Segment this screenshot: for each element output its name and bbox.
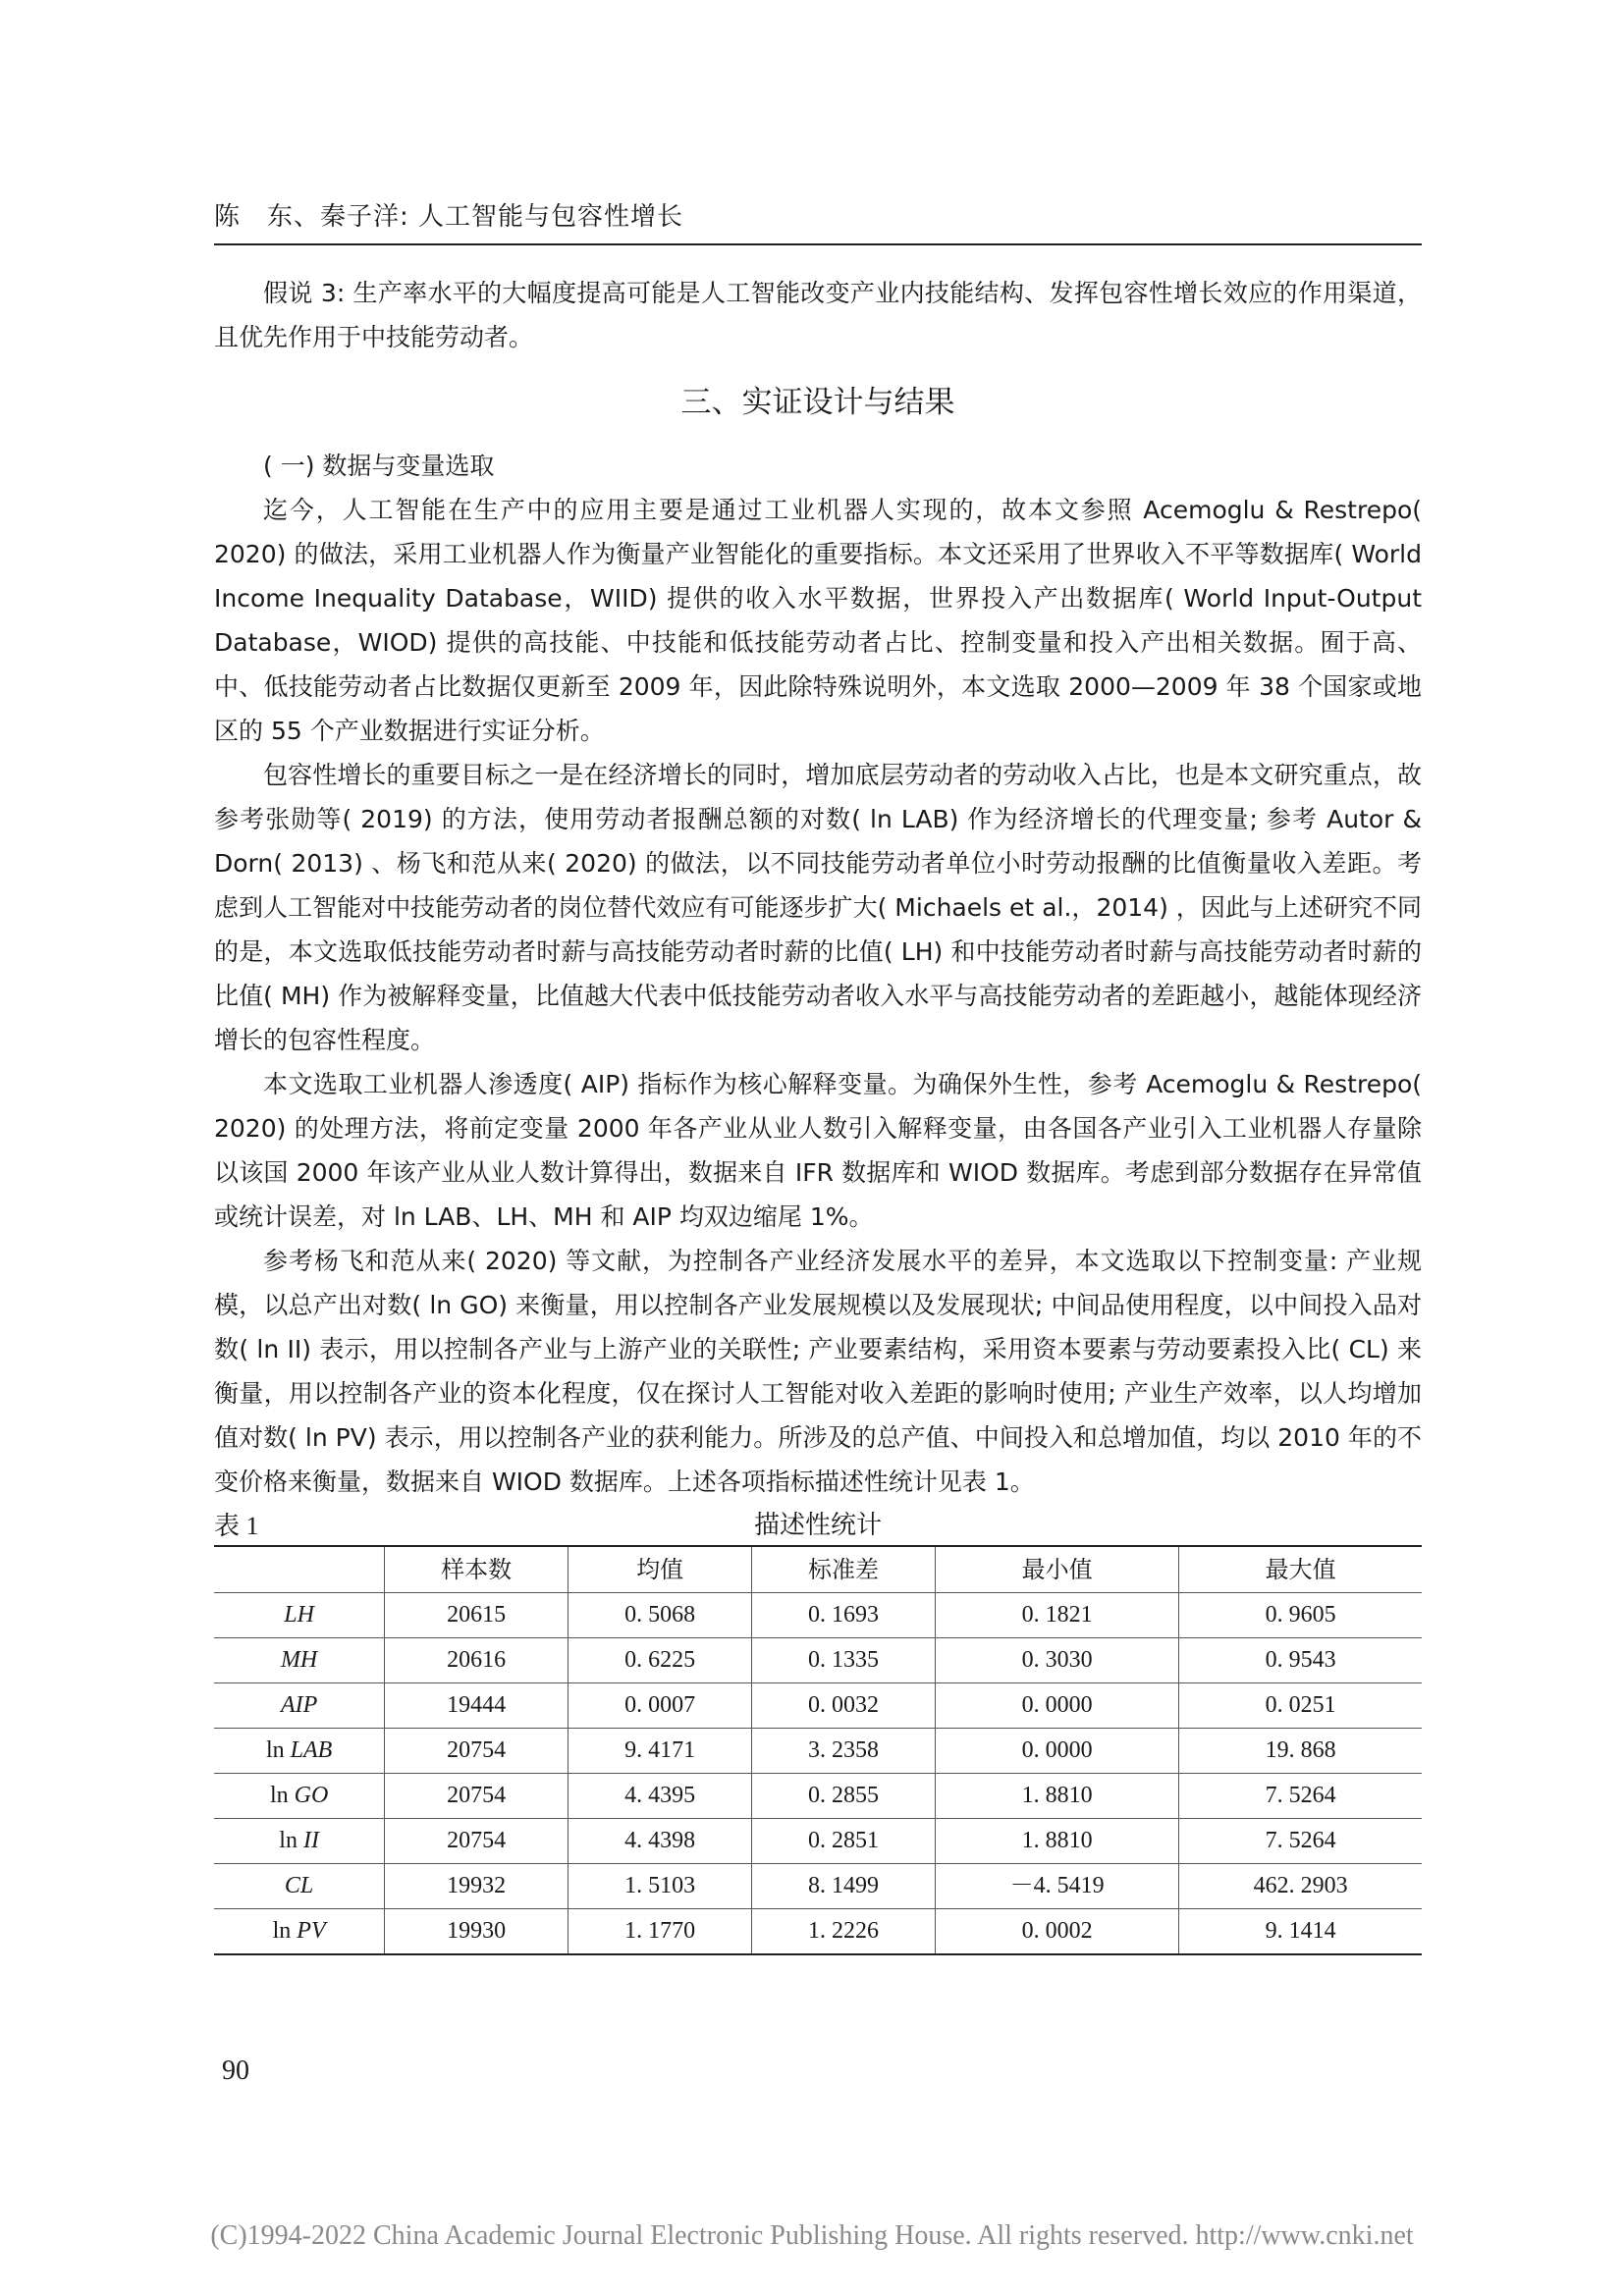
variable-symbol: CL (284, 1873, 314, 1898)
paragraph-control-variables: 参考杨飞和范从来( 2020) 等文献，为控制各产业经济发展水平的差异，本文选取以下控制变量: 产业规模，以总产出对数( ln GO) 来衡量，用以控制各产业发展规模以及发展现状; 中间品使用程度，以中间投入品对数( ln II) 表示，用以控制各产业与上游产业的关联性; 产业要素结构，采用资本要素与劳动要素投入比( CL) 来衡量，用以控制各产业的资本化程度，仅在探讨人工智能对收入差距的影响时使用; 产业生产效率，以人均增加值对数( ln PV) 表示，用以控制各产业的获利能力。所涉及的总产值、中间投入和总增加值，均以 2010 年的不变价格来衡量，数据来自 WIOD 数据库。上述各项指标描述性统计见表 1。 (214, 1247, 1422, 1496)
stat-value-cell: 0. 1335 (752, 1638, 936, 1683)
stat-value-cell: 9. 4171 (568, 1729, 752, 1774)
stat-value-cell: 4. 4398 (568, 1819, 752, 1864)
variable-name-cell (214, 1593, 385, 1638)
stat-value-cell: 0. 5068 (568, 1593, 752, 1638)
stat-value-cell: 9. 1414 (1179, 1909, 1422, 1955)
stat-value-cell: 0. 9605 (1179, 1593, 1422, 1638)
stat-value-cell: 1. 8810 (935, 1819, 1178, 1864)
stat-value-cell: 0. 0007 (568, 1683, 752, 1729)
table-caption (214, 1504, 1422, 1541)
stat-value-cell: 19444 (385, 1683, 568, 1729)
stat-value-cell: 0. 0251 (1179, 1683, 1422, 1729)
table-row (214, 1729, 1422, 1774)
stat-value-cell: 0. 1693 (752, 1593, 936, 1638)
header-cell-mean: 均值 (568, 1546, 752, 1593)
table-row (214, 1638, 1422, 1683)
variable-name-cell (214, 1864, 385, 1909)
header-cell-min: 最小值 (935, 1546, 1178, 1593)
stat-value-cell: 462. 2903 (1179, 1864, 1422, 1909)
stat-value-cell: 0. 0000 (935, 1683, 1178, 1729)
stat-value-cell: 7. 5264 (1179, 1819, 1422, 1864)
header-rule (214, 243, 1422, 245)
subsection-title: ( 一) 数据与变量选取 (263, 452, 495, 480)
variable-symbol: AIP (280, 1692, 318, 1718)
section-title: 三、实证设计与结果 (680, 385, 955, 420)
stat-value-cell: 0. 0002 (935, 1909, 1178, 1955)
stat-value-cell: 0. 3030 (935, 1638, 1178, 1683)
stat-value-cell: 0. 2851 (752, 1819, 936, 1864)
page-number: 90 (222, 2056, 249, 2086)
stat-value-cell: 20754 (385, 1774, 568, 1819)
stat-value-cell: 1. 8810 (935, 1774, 1178, 1819)
copyright-footer: (C)1994-2022 China Academic Journal Electronic Publishing House. All rights reserved. http://www.cnki.net (210, 2220, 1414, 2251)
stat-value-cell: 0. 9543 (1179, 1638, 1422, 1683)
table-row (214, 1909, 1422, 1955)
hypothesis-paragraph: 假说 3: 生产率水平的大幅度提高可能是人工智能改变产业内技能结构、发挥包容性增长效应的作用渠道，且优先作用于中技能劳动者。 (214, 279, 1422, 351)
log-prefix: ln (272, 1918, 298, 1944)
variable-name-cell (214, 1729, 385, 1774)
header-cell-std: 标准差 (752, 1546, 936, 1593)
variable-symbol: MH (280, 1647, 318, 1673)
descriptive-statistics-table (214, 1545, 1422, 1955)
table-row (214, 1819, 1422, 1864)
variable-symbol: GO (294, 1783, 329, 1808)
variable-symbol: LH (284, 1602, 314, 1628)
stat-value-cell: 19930 (385, 1909, 568, 1955)
stat-value-cell: 0. 1821 (935, 1593, 1178, 1638)
table-row (214, 1593, 1422, 1638)
stat-value-cell: 0. 0000 (935, 1729, 1178, 1774)
variable-symbol: PV (297, 1918, 326, 1944)
paragraph-data-sources: 迄今，人工智能在生产中的应用主要是通过工业机器人实现的，故本文参照 Acemoglu & Restrepo( 2020) 的做法，采用工业机器人作为衡量产业智能化的重要指标。本文还采用了世界收入不平等数据库( World Income Inequality Database，WIID) 提供的收入水平数据，世界投入产出数据库( World Input-Output Database，WIOD) 提供的高技能、中技能和低技能劳动者占比、控制变量和投入产出相关数据。囿于高、中、低技能劳动者占比数据仅更新至 2009 年，因此除特殊说明外，本文选取 2000—2009 年 38 个国家或地区的 55 个产业数据进行实证分析。 (214, 496, 1422, 745)
header-cell-variable (214, 1546, 385, 1593)
variable-name-cell (214, 1909, 385, 1955)
stat-value-cell: 19. 868 (1179, 1729, 1422, 1774)
variable-name-cell (214, 1638, 385, 1683)
stat-value-cell: 20754 (385, 1729, 568, 1774)
stat-value-cell: 4. 4395 (568, 1774, 752, 1819)
stat-value-cell: 0. 0032 (752, 1683, 936, 1729)
running-header: 陈 东、秦子洋: 人工智能与包容性增长 (214, 202, 684, 232)
log-prefix: ln (279, 1828, 303, 1853)
variable-symbol: II (302, 1828, 319, 1853)
stat-value-cell: 7. 5264 (1179, 1774, 1422, 1819)
stat-value-cell: 8. 1499 (752, 1864, 936, 1909)
table-row (214, 1683, 1422, 1729)
table-body (214, 1593, 1422, 1955)
table-header-row (214, 1546, 1422, 1593)
stat-value-cell: 1. 1770 (568, 1909, 752, 1955)
stat-value-cell: －4. 5419 (935, 1864, 1178, 1909)
stat-value-cell: 1. 5103 (568, 1864, 752, 1909)
paragraph-dependent-variables: 包容性增长的重要目标之一是在经济增长的同时，增加底层劳动者的劳动收入占比，也是本文研究重点，故参考张勋等( 2019) 的方法，使用劳动者报酬总额的对数( ln LAB) 作为经济增长的代理变量; 参考 Autor & Dorn( 2013) 、杨飞和范从来( 2020) 的做法，以不同技能劳动者单位小时劳动报酬的比值衡量收入差距。考虑到人工智能对中技能劳动者的岗位替代效应有可能逐步扩大( Michaels et al.，2014) ，因此与上述研究不同的是，本文选取低技能劳动者时薪与高技能劳动者时薪的比值( LH) 和中技能劳动者时薪与高技能劳动者时薪的比值( MH) 作为被解释变量，比值越大代表中低技能劳动者收入水平与高技能劳动者的差距越小，越能体现经济增长的包容性程度。 (214, 761, 1422, 1054)
log-prefix: ln (269, 1783, 295, 1808)
header-cell-observations: 样本数 (385, 1546, 568, 1593)
table-row (214, 1774, 1422, 1819)
table-row (214, 1864, 1422, 1909)
variable-name-cell (214, 1683, 385, 1729)
stat-value-cell: 3. 2358 (752, 1729, 936, 1774)
article-body (214, 271, 1422, 1955)
log-prefix: ln (265, 1737, 291, 1763)
stat-value-cell: 19932 (385, 1864, 568, 1909)
paragraph-core-variable: 本文选取工业机器人渗透度( AIP) 指标作为核心解释变量。为确保外生性，参考 Acemoglu & Restrepo( 2020) 的处理方法，将前定变量 2000 年各产业从业人数引入解释变量，由各国各产业引入工业机器人存量除以该国 2000 年该产业从业人数计算得出，数据来自 IFR 数据库和 WIOD 数据库。考虑到部分数据存在异常值或统计误差，对 ln LAB、LH、MH 和 AIP 均双边缩尾 1%。 (214, 1070, 1422, 1231)
stat-value-cell: 0. 6225 (568, 1638, 752, 1683)
variable-symbol: LAB (290, 1737, 333, 1763)
table-title: 描述性统计 (753, 1511, 882, 1540)
stat-value-cell: 1. 2226 (752, 1909, 936, 1955)
table-label: 表 1 (214, 1512, 259, 1540)
stat-value-cell: 0. 2855 (752, 1774, 936, 1819)
stat-value-cell: 20616 (385, 1638, 568, 1683)
variable-name-cell (214, 1819, 385, 1864)
variable-name-cell (214, 1774, 385, 1819)
stat-value-cell: 20754 (385, 1819, 568, 1864)
stat-value-cell: 20615 (385, 1593, 568, 1638)
header-cell-max: 最大值 (1179, 1546, 1422, 1593)
